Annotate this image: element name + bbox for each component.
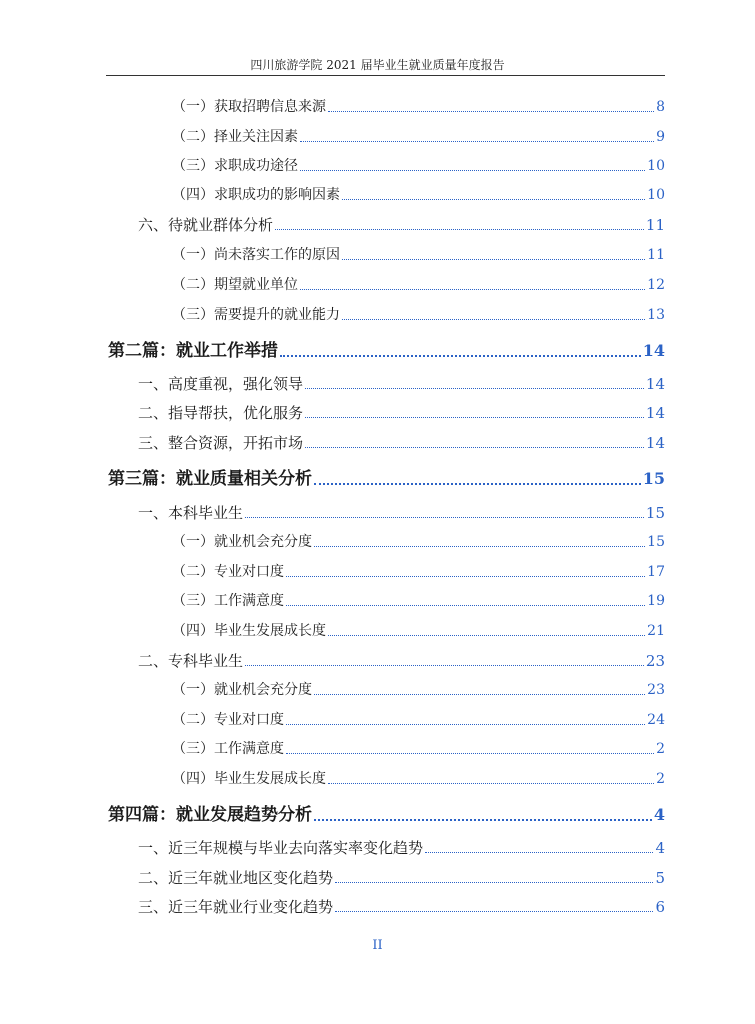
toc-entry-page-number: 10 (647, 158, 665, 174)
toc-entry-label: （四）求职成功的影响因素 (172, 187, 340, 203)
toc-entry-label: 二、专科毕业生 (138, 652, 244, 670)
toc-entry[interactable] (172, 739, 665, 759)
toc-entry-label: （一）就业机会充分度 (172, 534, 312, 550)
toc-entry-label: 六、待就业群体分析 (138, 216, 274, 234)
toc-entry-label: 第四篇：就业发展趋势分析 (108, 805, 312, 825)
dot-leader (286, 576, 645, 577)
dot-leader (300, 289, 645, 290)
toc-entry-label: （二）期望就业单位 (172, 277, 298, 293)
dot-leader (245, 517, 644, 518)
dot-leader (342, 319, 645, 320)
toc-entry[interactable] (138, 215, 665, 235)
toc-entry-label: （一）获取招聘信息来源 (172, 99, 326, 115)
dot-leader (286, 753, 654, 754)
toc-entry-page-number: 14 (645, 404, 665, 422)
dot-leader (300, 170, 645, 171)
toc-entry-page-number: 4 (653, 805, 665, 824)
toc-entry-page-number: 24 (647, 712, 665, 728)
toc-entry-page-number: 11 (647, 247, 665, 263)
toc-part-entry[interactable] (108, 803, 665, 827)
toc-entry-label: 一、高度重视，强化领导 (138, 375, 304, 393)
toc-entry-page-number: 23 (647, 682, 665, 698)
toc-entry[interactable] (138, 838, 665, 858)
toc-entry[interactable] (172, 305, 665, 325)
toc-entry[interactable] (172, 275, 665, 295)
toc-entry-page-number: 14 (642, 341, 665, 360)
toc-entry-page-number: 2 (656, 741, 665, 757)
toc-entry[interactable] (172, 97, 665, 117)
toc-entry[interactable] (138, 374, 665, 394)
dot-leader (314, 483, 641, 485)
dot-leader (305, 388, 644, 389)
toc-entry-label: （一）就业机会充分度 (172, 682, 312, 698)
toc-entry-page-number: 13 (647, 307, 665, 323)
dot-leader (286, 605, 645, 606)
toc-entry-page-number: 5 (655, 869, 665, 887)
toc-entry-label: （一）尚未落实工作的原因 (172, 247, 340, 263)
toc-entry-label: （三）求职成功途径 (172, 158, 298, 174)
toc-entry-label: （三）工作满意度 (172, 593, 284, 609)
dot-leader (305, 447, 644, 448)
toc-entry-label: 一、近三年规模与毕业去向落实率变化趋势 (138, 839, 424, 857)
toc-entry[interactable] (172, 621, 665, 641)
toc-entry[interactable] (172, 532, 665, 552)
toc-entry-page-number: 21 (647, 623, 665, 639)
toc-entry[interactable] (172, 127, 665, 147)
toc-entry[interactable] (138, 433, 665, 453)
toc-entry-page-number: 9 (656, 129, 665, 145)
toc-entry[interactable] (138, 651, 665, 671)
toc-entry[interactable] (172, 591, 665, 611)
toc-entry-label: 三、整合资源，开拓市场 (138, 434, 304, 452)
dot-leader (286, 724, 645, 725)
toc-entry-page-number: 14 (645, 375, 665, 393)
toc-entry-label: 二、指导帮扶，优化服务 (138, 404, 304, 422)
dot-leader (300, 141, 654, 142)
toc-entry-page-number: 8 (656, 99, 665, 115)
dot-leader (305, 417, 644, 418)
toc-entry-page-number: 2 (656, 771, 665, 787)
toc-entry-label: （三）工作满意度 (172, 741, 284, 757)
toc-entry[interactable] (138, 403, 665, 423)
toc-entry-page-number: 23 (645, 652, 665, 670)
dot-leader (342, 199, 645, 200)
dot-leader (280, 355, 641, 357)
dot-leader (425, 852, 653, 853)
toc-entry-page-number: 11 (645, 216, 665, 234)
toc-entry[interactable] (172, 769, 665, 789)
toc-entry[interactable] (172, 710, 665, 730)
toc-entry-page-number: 17 (647, 564, 665, 580)
toc-entry-label: 三、近三年就业行业变化趋势 (138, 898, 334, 916)
toc-entry-label: （二）择业关注因素 (172, 129, 298, 145)
toc-entry[interactable] (172, 185, 665, 205)
toc-entry[interactable] (138, 503, 665, 523)
toc-entry-label: （四）毕业生发展成长度 (172, 771, 326, 787)
toc-entry-label: （二）专业对口度 (172, 712, 284, 728)
dot-leader (335, 882, 653, 883)
dot-leader (275, 229, 644, 230)
toc-entry-page-number: 15 (645, 504, 665, 522)
toc-entry-label: 二、近三年就业地区变化趋势 (138, 869, 334, 887)
toc-entry-label: 一、本科毕业生 (138, 504, 244, 522)
toc-part-entry[interactable] (108, 467, 665, 491)
dot-leader (314, 694, 645, 695)
toc-entry-page-number: 4 (655, 839, 665, 857)
dot-leader (314, 819, 652, 821)
toc-entry-page-number: 12 (647, 277, 665, 293)
toc-entry-page-number: 15 (647, 534, 665, 550)
dot-leader (314, 546, 645, 547)
toc-entry[interactable] (138, 868, 665, 888)
dot-leader (245, 665, 644, 666)
dot-leader (328, 635, 645, 636)
header-rule (106, 75, 665, 76)
toc-entry[interactable] (172, 680, 665, 700)
dot-leader (328, 783, 654, 784)
toc-part-entry[interactable] (108, 339, 665, 363)
toc-entry[interactable] (172, 245, 665, 265)
toc-entry-page-number: 15 (642, 469, 665, 488)
toc-entry-page-number: 14 (645, 434, 665, 452)
dot-leader (335, 911, 653, 912)
toc-entry-label: （二）专业对口度 (172, 564, 284, 580)
toc-entry-label: （三）需要提升的就业能力 (172, 307, 340, 323)
toc-entry[interactable] (172, 562, 665, 582)
toc-entry[interactable] (172, 156, 665, 176)
toc-entry-label: 第三篇：就业质量相关分析 (108, 469, 312, 489)
toc-entry-page-number: 10 (647, 187, 665, 203)
toc-entry-page-number: 19 (647, 593, 665, 609)
toc-entry-label: 第二篇：就业工作举措 (108, 341, 278, 361)
toc-entry-label: （四）毕业生发展成长度 (172, 623, 326, 639)
running-header: 四川旅游学院 2021 届毕业生就业质量年度报告 (250, 58, 505, 72)
toc-entry[interactable] (138, 897, 665, 917)
dot-leader (328, 111, 654, 112)
dot-leader (342, 259, 645, 260)
page-number: II (372, 938, 383, 953)
toc-entry-page-number: 6 (655, 898, 665, 916)
